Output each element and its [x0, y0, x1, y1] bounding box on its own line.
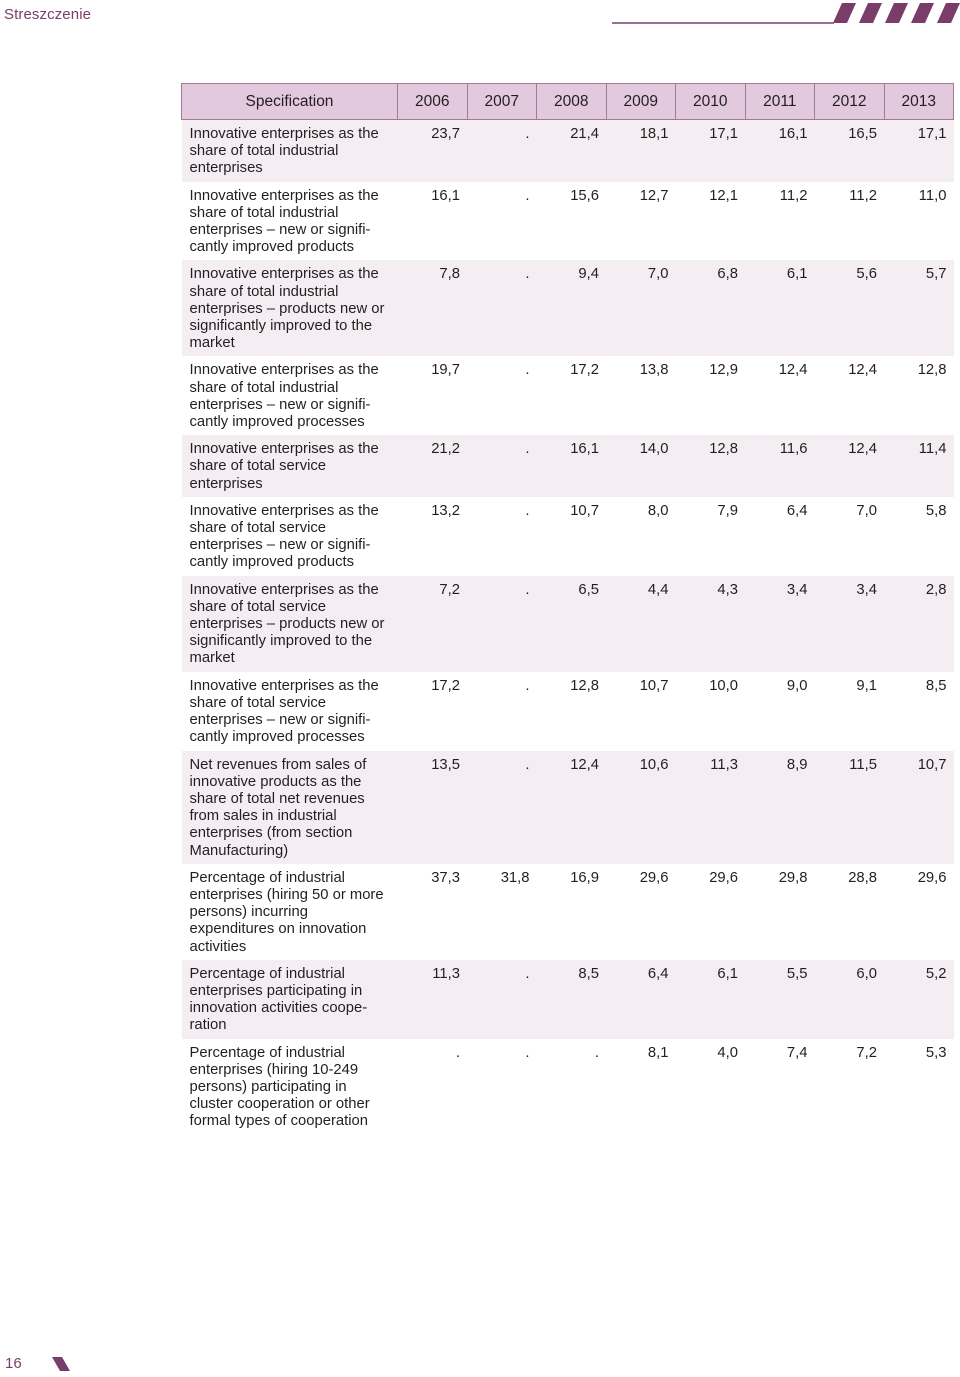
table-cell: 6,4 — [606, 960, 676, 1039]
table-cell: 3,4 — [745, 576, 815, 672]
table-cell: 31,8 — [500, 869, 530, 886]
table-cell: 11,3 — [676, 751, 746, 864]
table-cell: 13,8 — [639, 362, 669, 379]
table-row — [182, 497, 954, 576]
table-cell: . — [467, 751, 537, 864]
column-header: 2013 — [884, 84, 954, 120]
table-cell: 21,2 — [398, 435, 468, 497]
table-cell: . — [467, 960, 537, 1039]
table-cell: . — [594, 1044, 599, 1061]
table-cell: 9,4 — [537, 260, 607, 356]
table-cell: 4,4 — [606, 576, 676, 672]
table-cell: 6,0 — [815, 960, 885, 1039]
table-cell: 5,7 — [884, 260, 954, 356]
table-row — [182, 672, 954, 751]
table-cell: 5,5 — [745, 960, 815, 1039]
table-cell: 11,5 — [815, 751, 885, 864]
table-cell: 11,4 — [884, 435, 954, 497]
table-cell: 11,2 — [849, 187, 877, 204]
table-cell: 18,1 — [606, 120, 676, 182]
table-cell: 7,0 — [606, 260, 676, 356]
table-cell: . — [525, 187, 530, 204]
table-cell: 7,0 — [856, 502, 877, 519]
table-row — [182, 356, 954, 435]
row-label: Innovative enterprises as the share of total service enterprises – new or signifi-cantly improved processes — [189, 677, 379, 746]
table-row — [182, 260, 954, 356]
table-cell: 6,8 — [676, 260, 746, 356]
table-cell: 4,0 — [717, 1044, 738, 1061]
table-cell: 5,6 — [815, 260, 885, 356]
table-cell: 16,9 — [570, 869, 599, 886]
table-cell: 12,9 — [709, 362, 738, 379]
row-label: Innovative enterprises as the share of total service enterprises – products new or significantly improved to the market — [182, 576, 398, 672]
row-label: Percentage of industrial enterprises participating in innovation activities coope-ration — [182, 960, 398, 1039]
table-cell: 7,9 — [717, 502, 738, 519]
table-cell: 29,8 — [778, 869, 808, 886]
table-cell: 12,4 — [848, 362, 877, 379]
table-cell: . — [467, 576, 537, 672]
table-row — [182, 751, 954, 864]
table-cell: 12,4 — [778, 362, 808, 379]
table-cell: 28,8 — [848, 869, 877, 886]
table-cell: 29,6 — [917, 869, 947, 886]
table-cell: 14,0 — [606, 435, 676, 497]
table-cell: 12,4 — [537, 751, 607, 864]
table-cell: 10,7 — [570, 502, 599, 519]
row-label: Percentage of industrial enterprises (hiring 50 or more persons) incurring expenditures on innovation activities — [189, 869, 384, 955]
table-row — [182, 182, 954, 261]
column-header: 2012 — [815, 84, 885, 120]
column-header: 2011 — [745, 84, 815, 120]
table-cell: 8,5 — [925, 677, 947, 694]
table-row — [182, 576, 954, 672]
footer-stripe-icon — [52, 1357, 72, 1373]
table-cell: 9,0 — [786, 677, 808, 694]
table-row — [182, 864, 954, 960]
table-cell: 9,1 — [856, 677, 877, 694]
row-label: Percentage of industrial enterprises (hiring 10-249 persons) participating in cluster cooperation or other formal types of cooperation — [189, 1044, 370, 1130]
table-cell: 16,1 — [431, 187, 460, 204]
table-cell: 10,6 — [606, 751, 676, 864]
table-cell: 37,3 — [431, 869, 460, 886]
table-cell: . — [525, 1044, 530, 1061]
table-cell: 12,8 — [917, 362, 947, 379]
table-cell: 7,4 — [786, 1044, 808, 1061]
table-cell: 7,8 — [398, 260, 468, 356]
table-cell: 17,2 — [570, 362, 599, 379]
table-cell: 16,1 — [537, 435, 607, 497]
table-cell: . — [525, 502, 530, 519]
page-section-title: Streszczenie — [4, 6, 92, 23]
column-header: 2008 — [537, 84, 607, 120]
table-cell: 12,8 — [676, 435, 746, 497]
row-label: Net revenues from sales of innovative products as the share of total net revenues from sales in industrial enterprises (from section Manufacturing) — [182, 751, 398, 864]
table-cell: 12,8 — [570, 677, 599, 694]
table-cell: 5,3 — [925, 1044, 947, 1061]
table-cell: 8,0 — [647, 502, 669, 519]
table-cell: 4,3 — [676, 576, 746, 672]
table-cell: . — [525, 362, 530, 379]
table-cell: 17,1 — [676, 120, 746, 182]
table-cell: 10,7 — [639, 677, 669, 694]
row-label: Innovative enterprises as the share of total industrial enterprises – products new or significantly improved to the market — [182, 260, 398, 356]
table-cell: 16,1 — [745, 120, 815, 182]
table-cell: 15,6 — [570, 187, 599, 204]
table-cell: 11,3 — [398, 960, 468, 1039]
table-cell: 5,2 — [884, 960, 954, 1039]
table-cell: 29,6 — [709, 869, 738, 886]
header-stripes-decoration — [612, 0, 960, 30]
table-row — [182, 120, 954, 182]
table-cell: 16,5 — [815, 120, 885, 182]
table-header-row — [182, 84, 954, 120]
row-label: Innovative enterprises as the share of total service enterprises – new or signifi-cantly improved products — [189, 502, 379, 571]
table-cell: 7,2 — [398, 576, 468, 672]
table-cell: 23,7 — [398, 120, 468, 182]
table-cell: 6,5 — [537, 576, 607, 672]
row-label: Innovative enterprises as the share of total industrial enterprises – new or signifi-cantly improved products — [189, 187, 379, 256]
table-row — [182, 1039, 954, 1135]
table-cell: 11,2 — [779, 187, 808, 204]
table-cell: . — [467, 435, 537, 497]
table-cell: . — [455, 1044, 460, 1061]
column-header: 2009 — [606, 84, 676, 120]
table-cell: 3,4 — [815, 576, 885, 672]
table-cell: . — [467, 260, 537, 356]
table-cell: 6,1 — [745, 260, 815, 356]
table-row — [182, 435, 954, 497]
table-cell: 12,7 — [639, 187, 669, 204]
row-label: Innovative enterprises as the share of total service enterprises — [182, 435, 398, 497]
table-cell: 6,4 — [786, 502, 808, 519]
column-header: 2006 — [398, 84, 468, 120]
table-cell: 29,6 — [639, 869, 669, 886]
table-cell: 21,4 — [537, 120, 607, 182]
table-cell: 19,7 — [431, 362, 460, 379]
table-cell: 7,2 — [856, 1044, 877, 1061]
table-cell: 12,4 — [815, 435, 885, 497]
table-cell: 8,5 — [537, 960, 607, 1039]
table-cell: 17,2 — [431, 677, 460, 694]
innovation-statistics-table — [181, 83, 954, 1135]
table-cell: 8,1 — [647, 1044, 669, 1061]
table-cell: . — [467, 120, 537, 182]
table-row — [182, 960, 954, 1039]
row-label: Innovative enterprises as the share of total industrial enterprises — [182, 120, 398, 182]
table-cell: 6,1 — [676, 960, 746, 1039]
table-cell: 13,5 — [398, 751, 468, 864]
table-cell: 12,1 — [709, 187, 738, 204]
row-label: Innovative enterprises as the share of total industrial enterprises – new or signifi-cantly improved processes — [189, 362, 379, 431]
table-cell: . — [525, 677, 530, 694]
table-cell: 2,8 — [884, 576, 954, 672]
column-header: Specification — [182, 84, 398, 120]
table-cell: 5,8 — [925, 502, 947, 519]
column-header: 2007 — [467, 84, 537, 120]
page-number: 16 — [5, 1355, 22, 1372]
column-header: 2010 — [676, 84, 746, 120]
table-cell: 13,2 — [431, 502, 460, 519]
table-cell: 8,9 — [745, 751, 815, 864]
table-cell: 10,7 — [884, 751, 954, 864]
table-cell: 17,1 — [884, 120, 954, 182]
table-cell: 10,0 — [709, 677, 738, 694]
table-cell: 11,6 — [745, 435, 815, 497]
table-cell: 11,0 — [918, 187, 947, 204]
